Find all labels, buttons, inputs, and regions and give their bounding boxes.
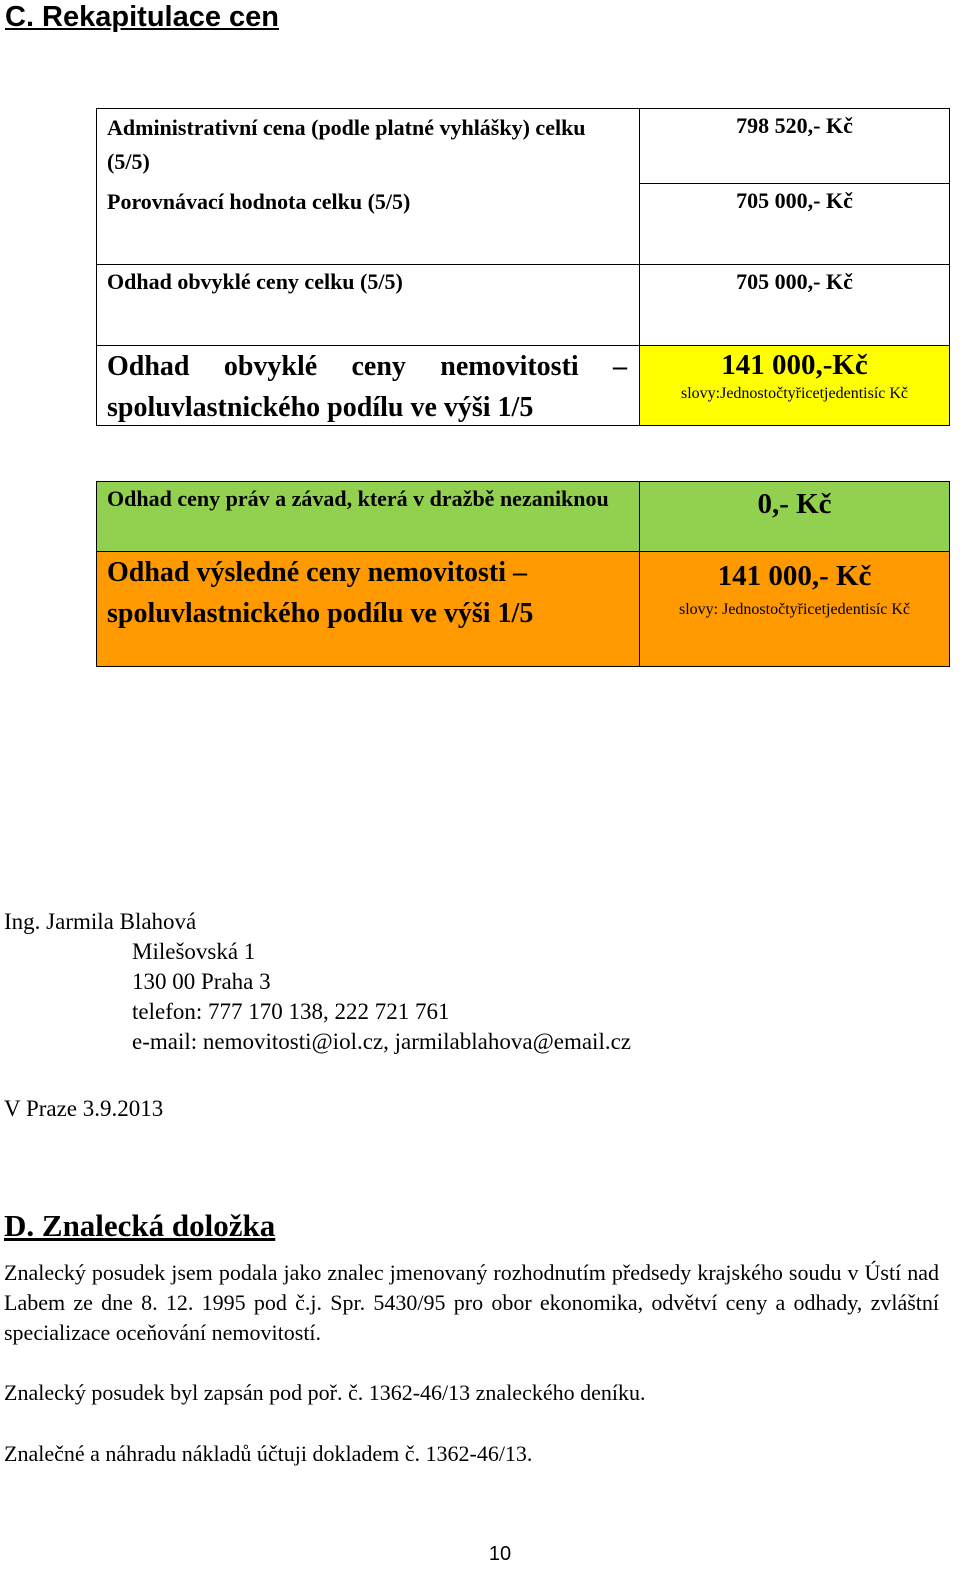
compare-value: 705 000,- Kč <box>736 188 853 213</box>
usual-price-label: Odhad obvyklé ceny celku (5/5) <box>107 269 403 294</box>
usual-price-value: 705 000,- Kč <box>736 269 853 294</box>
clause-paragraph-2: Znalecký posudek byl zapsán pod poř. č. 1362-46/13 znaleckého deníku. <box>4 1380 646 1405</box>
share-price-label-cell <box>96 345 640 426</box>
share-price-words: slovy:Jednostočtyřicetjedentisíc Kč <box>680 385 909 402</box>
appraiser-email: e-mail: nemovitosti@iol.cz, jarmilablahova@email.cz <box>132 1029 632 1054</box>
admin-price-label: Administrativní cena (podle platné vyhlášky) celku (5/5) <box>107 115 586 174</box>
admin-price-value-cell <box>639 108 950 184</box>
share-price-value-cell <box>639 345 950 426</box>
page-number: 10 <box>488 1543 512 1565</box>
final-price-value-cell <box>639 551 950 667</box>
section-c-title: C. Rekapitulace cen <box>5 1 279 33</box>
rights-label-cell <box>96 481 640 552</box>
final-price-label: Odhad výsledné ceny nemovitosti – spoluvlastnického podílu ve výši 1/5 <box>107 557 534 629</box>
compare-value-label: Porovnávací hodnota celku (5/5) <box>107 189 411 214</box>
appraiser-street: Milešovská 1 <box>132 939 256 964</box>
final-price-words: slovy: Jednostočtyřicetjedentisíc Kč <box>678 601 911 618</box>
appraiser-name: Ing. Jarmila Blahová <box>4 909 197 934</box>
section-d-title: D. Znalecká doložka <box>4 1208 276 1243</box>
admin-price-value: 798 520,- Kč <box>736 113 853 138</box>
place-date: V Praze 3.9.2013 <box>4 1096 164 1121</box>
rights-value-cell <box>639 481 950 552</box>
usual-price-label-cell <box>96 264 640 346</box>
share-price-value: 141 000,-Kč <box>721 349 868 381</box>
compare-value-cell <box>639 183 950 265</box>
usual-price-value-cell <box>639 264 950 346</box>
rights-defects-value: 0,- Kč <box>757 488 832 520</box>
rights-defects-label: Odhad ceny práv a závad, která v dražbě nezaniknou <box>107 486 609 511</box>
appraiser-city: 130 00 Praha 3 <box>132 969 271 994</box>
final-price-label-cell <box>96 551 640 667</box>
share-price-label: Odhad obvyklé ceny nemovitosti – spoluvlastnického podílu ve výši 1/5 <box>107 351 627 423</box>
clause-paragraph-1: Znalecký posudek jsem podala jako znalec jmenovaný rozhodnutím předsedy krajského soudu v Ústí nad Labem ze dne 8. 12. 1995 pod č.j. Spr. 5430/95 pro obor ekonomika, odvětví ceny a odhady, zvláštní specializace oceňování nemovitostí. <box>4 1260 939 1345</box>
final-price-value: 141 000,- Kč <box>717 560 872 592</box>
admin-compare-label-cell <box>96 108 640 265</box>
appraiser-phone: telefon: 777 170 138, 222 721 761 <box>132 999 450 1024</box>
clause-paragraph-3: Znalečné a náhradu nákladů účtuji dokladem č. 1362-46/13. <box>4 1441 533 1466</box>
